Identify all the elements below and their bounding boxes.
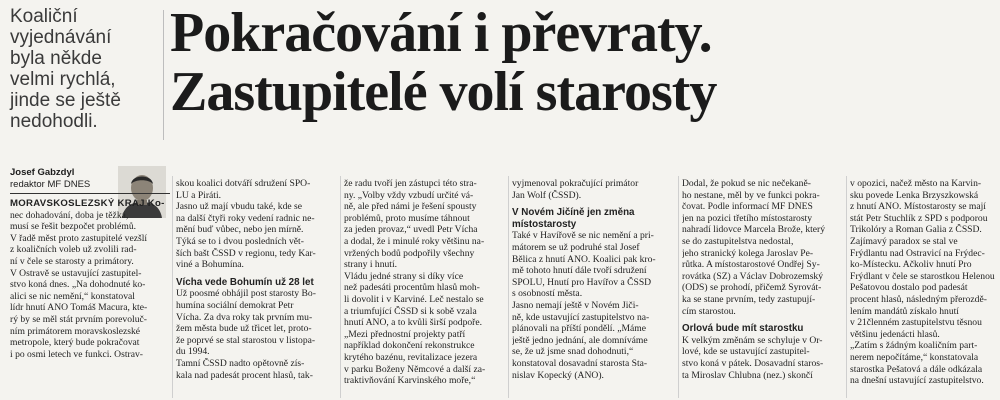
text-line: cím starostou. (682, 305, 736, 317)
column-divider (678, 176, 679, 398)
text-line: lídr hnutí ANO Tomáš Macura, kte- (10, 302, 148, 314)
text-line: například dokončení rekonstrukce (344, 340, 475, 352)
column-divider (846, 176, 847, 398)
text-line: ně, kde ustavující zastupitelstvo na- (512, 311, 650, 323)
deck-line: vyjednávání (10, 27, 112, 48)
subheading: Vícha vede Bohumín už 28 let (176, 276, 314, 288)
text-line: na další čtyři roky vedení radnic ne- (176, 212, 315, 224)
text-line: než padesáti procentům hlasů moh- (344, 282, 480, 294)
text-line: ko-Místecku. Ačkoliv hnutí Pro (850, 259, 972, 271)
text-line: ny. „Volby vždy vzbudí určité vá- (344, 189, 474, 201)
text-line: „Mezi přednostní projekty patří (344, 328, 466, 340)
text-line: nislav Kopecký (ANO). (512, 369, 604, 381)
text-line: du 1994. (176, 346, 210, 358)
text-line: procent hlasů, následným přerozdě- (850, 293, 987, 305)
text-line: mě tohoto hnutí dále tvoří sdružení (512, 265, 647, 277)
text-line: stát Petr Stuchlík z SPD s podporou (850, 212, 988, 224)
text-line: ho nestane, měl by ve funkci pokra- (682, 189, 820, 201)
text-line: mění buď vůbec, nebo jen mírně. (176, 224, 304, 236)
article-column-2 (176, 178, 336, 381)
text-line: musí se řešit bezpočet problémů. (10, 221, 137, 233)
text-line: humína sociální demokrat Petr (176, 299, 294, 311)
text-line: Bělica z hnutí ANO. Koalici pak kro- (512, 253, 656, 265)
text-line: traktivňování Karvinského moře,“ (344, 375, 476, 387)
text-line: Pešatovou dostalo pod padesát (850, 282, 968, 294)
text-line: a triumfující ČSSD si k sobě vzala (344, 305, 477, 317)
text-line: nec dohadování, doba je těžká, (10, 209, 129, 221)
text-line: starostka Pešatová a dále odkázala (850, 363, 983, 375)
article-column-1 (10, 198, 168, 360)
text-line: ním primátorem moravskoslezské (10, 325, 141, 337)
headline-line-2: Zastupitelé volí starosty (170, 61, 717, 123)
text-line: jeho stranický kolega Jaroslav Pe- (682, 247, 814, 259)
subheading: Orlová bude mít starostku (682, 323, 804, 335)
text-line: ně, ale před námi je řešení spousty (344, 201, 477, 213)
text-line: mátorem se už podruhé stal Josef (512, 241, 640, 253)
subheading: V Novém Jičíně jen změna (512, 207, 635, 219)
text-line: za jeden provaz,“ uvedl Petr Vícha (344, 224, 478, 236)
text-line: LU a Piráti. (176, 189, 222, 201)
text-line: Jasno už mají vbudu také, kde se (176, 201, 303, 213)
text-line: Dodal, že pokud se nic nečekaně- (682, 178, 811, 189)
article-column-6 (850, 178, 998, 387)
text-line: V Ostravě se ustavující zastupitel- (10, 267, 142, 279)
text-line: se, že už jsme snad dohodnuti,“ (512, 346, 634, 358)
deck-line: velmi rychlá, (10, 69, 116, 90)
text-line: problémů, proto musíme táhnout (344, 212, 470, 224)
text-line: Týká se to i dvou posledních vět- (176, 235, 304, 247)
text-line: z hnutí ANO. Místostarosty se mají (850, 201, 986, 213)
text-line: s osobností města. (512, 288, 583, 300)
text-line: sku povede Lenka Brzyszkowská (850, 189, 979, 201)
article-deck (10, 6, 160, 132)
deck-line: jinde se ještě (10, 90, 121, 111)
article-column-4 (512, 178, 674, 381)
text-line: Frýdlantu nad Ostravicí na Frýdec- (850, 247, 985, 259)
text-line: v parku Boženy Němcové a další za- (344, 363, 486, 375)
text-line: kala nad padesát procent hlasů, tak- (176, 369, 313, 381)
text-line: MORAVSKOSLEZSKÝ KRAJ Ko- (10, 198, 165, 209)
text-line: rovátka (SZ) a Václav Dobrozemský (682, 270, 824, 282)
text-line: krytého bazénu, revitalizace jezera (344, 351, 478, 363)
headline (170, 4, 998, 122)
text-line: SPOLU, Hnutí pro Havířov a ČSSD (512, 276, 652, 288)
text-line: ta Miroslav Chlubna (nez.) skončí (682, 369, 813, 381)
deck-line: nedohodli. (10, 111, 98, 132)
text-line: v opozici, načež město na Karvin- (850, 178, 982, 189)
text-line: metropole, který bude pokračovat (10, 337, 140, 349)
text-line: a dodal, že i minulé roky většinu na- (344, 235, 485, 247)
text-line: Vícha. Za dva roky tak prvním mu- (176, 311, 313, 323)
text-line: strany i hnutí. (344, 259, 398, 271)
column-divider (340, 176, 341, 398)
text-line: na dnešní ustavující zastupitelstvo. (850, 375, 984, 387)
text-line: Vládu jedné strany si díky více (344, 270, 464, 282)
text-line: ších bašt ČSSD v regionu, tedy Kar- (176, 247, 316, 259)
text-line: v 21členném zastupitelstvu těsnou (850, 317, 982, 329)
deck-line: byla někde (10, 48, 102, 69)
text-line: hnutí ANO, a to kvůli širší podpoře. (344, 317, 483, 329)
byline-rule (10, 193, 170, 194)
text-line: Frýdlant v čele se starostkou Helenou (850, 270, 995, 282)
column-divider (172, 176, 173, 398)
text-line: stvo koná v pátek. Dosavadní staros- (682, 357, 824, 369)
text-line: čovat. Podle informací MF DNES (682, 201, 813, 213)
text-line: „Zatím s žádným koaličním part- (850, 340, 978, 352)
text-line: nahradí lidovce Marcela Brože, který (682, 224, 826, 236)
text-line: (ODS) se prohodí, přičemž Syrovát- (682, 282, 822, 294)
text-line: Zajímavý paradox se stal ve (850, 235, 958, 247)
text-line: vyjmenoval pokračující primátor (512, 178, 639, 189)
text-line: jen na pozici třetího místostarosty (682, 212, 813, 224)
article-column-5 (682, 178, 842, 381)
text-line: Tamní ČSSD nadto opětovně zís- (176, 357, 305, 369)
deck-divider (163, 10, 164, 140)
text-line: ní v čele se starosty a primátory. (10, 255, 134, 267)
text-line: alici se nic nemění,“ konstatoval (10, 290, 135, 302)
text-line: K velkým změnám se schyluje v Or- (682, 334, 823, 346)
text-line: stvo koná dnes. „Na dohodnuté ko- (10, 279, 146, 291)
text-line: skou koalici dotváří sdružení SPO- (176, 178, 311, 189)
text-line: ještě jedno jednání, ale domníváme (512, 334, 648, 346)
text-line: že radu tvoří jen zástupci této stra- (344, 178, 477, 189)
text-line: růtka. A místostarostové Ondřej Sy- (682, 259, 820, 271)
text-line: rý by se měl stát prvním porevoluč- (10, 313, 147, 325)
text-line: konstatoval dosavadní starosta Sta- (512, 357, 648, 369)
text-line: žem města bude už třicet let, proto- (176, 323, 312, 335)
article-column-3 (344, 178, 504, 387)
text-line: plánovali na příští pondělí. „Máme (512, 323, 647, 335)
text-line: lové, kde se ustavující zastupitel- (682, 346, 810, 358)
author-name: Josef Gabzdyl (10, 167, 75, 178)
author-role: redaktor MF DNES (10, 179, 91, 190)
text-line: že poprvé se stal starostou v listopa- (176, 334, 316, 346)
text-line: nerem nepočítáme,“ konstatovala (850, 351, 979, 363)
column-divider (508, 176, 509, 398)
subheading: místostarosty (512, 218, 577, 230)
text-line: se do zastupitelstva nedostal, (682, 235, 794, 247)
text-line: Jasno nemají ještě v Novém Jiči- (512, 299, 639, 311)
text-line: vržených bodů podpořily všechny (344, 247, 475, 259)
text-line: Už poosmé obhájil post starosty Bo- (176, 288, 316, 300)
deck-line: Koaliční (10, 6, 78, 27)
text-line: většinu jedenácti hlasů. (850, 328, 940, 340)
byline (10, 167, 110, 191)
text-line: Také v Havířově se nic nemění a pri- (512, 230, 654, 242)
text-line: li dovolit i v Karviné. Leč nestalo se (344, 293, 484, 305)
text-line: lením mandátů získalo hnutí (850, 305, 959, 317)
text-line: Trikolóry a Roman Galia z ČSSD. (850, 224, 982, 236)
text-line: Jan Wolf (ČSSD). (512, 189, 582, 201)
text-line: z koaličních voleb už zvolili rad- (10, 244, 137, 256)
text-line: ka se stane prvním, tedy zastupují- (682, 293, 816, 305)
headline-line-1: Pokračování i převraty. (170, 2, 712, 64)
text-line: i po osmi letech ve funkci. Ostrav- (10, 348, 143, 360)
text-line: V řadě měst proto zastupitelé vezšlí (10, 232, 148, 244)
text-line: viné a Bohumína. (176, 259, 244, 271)
